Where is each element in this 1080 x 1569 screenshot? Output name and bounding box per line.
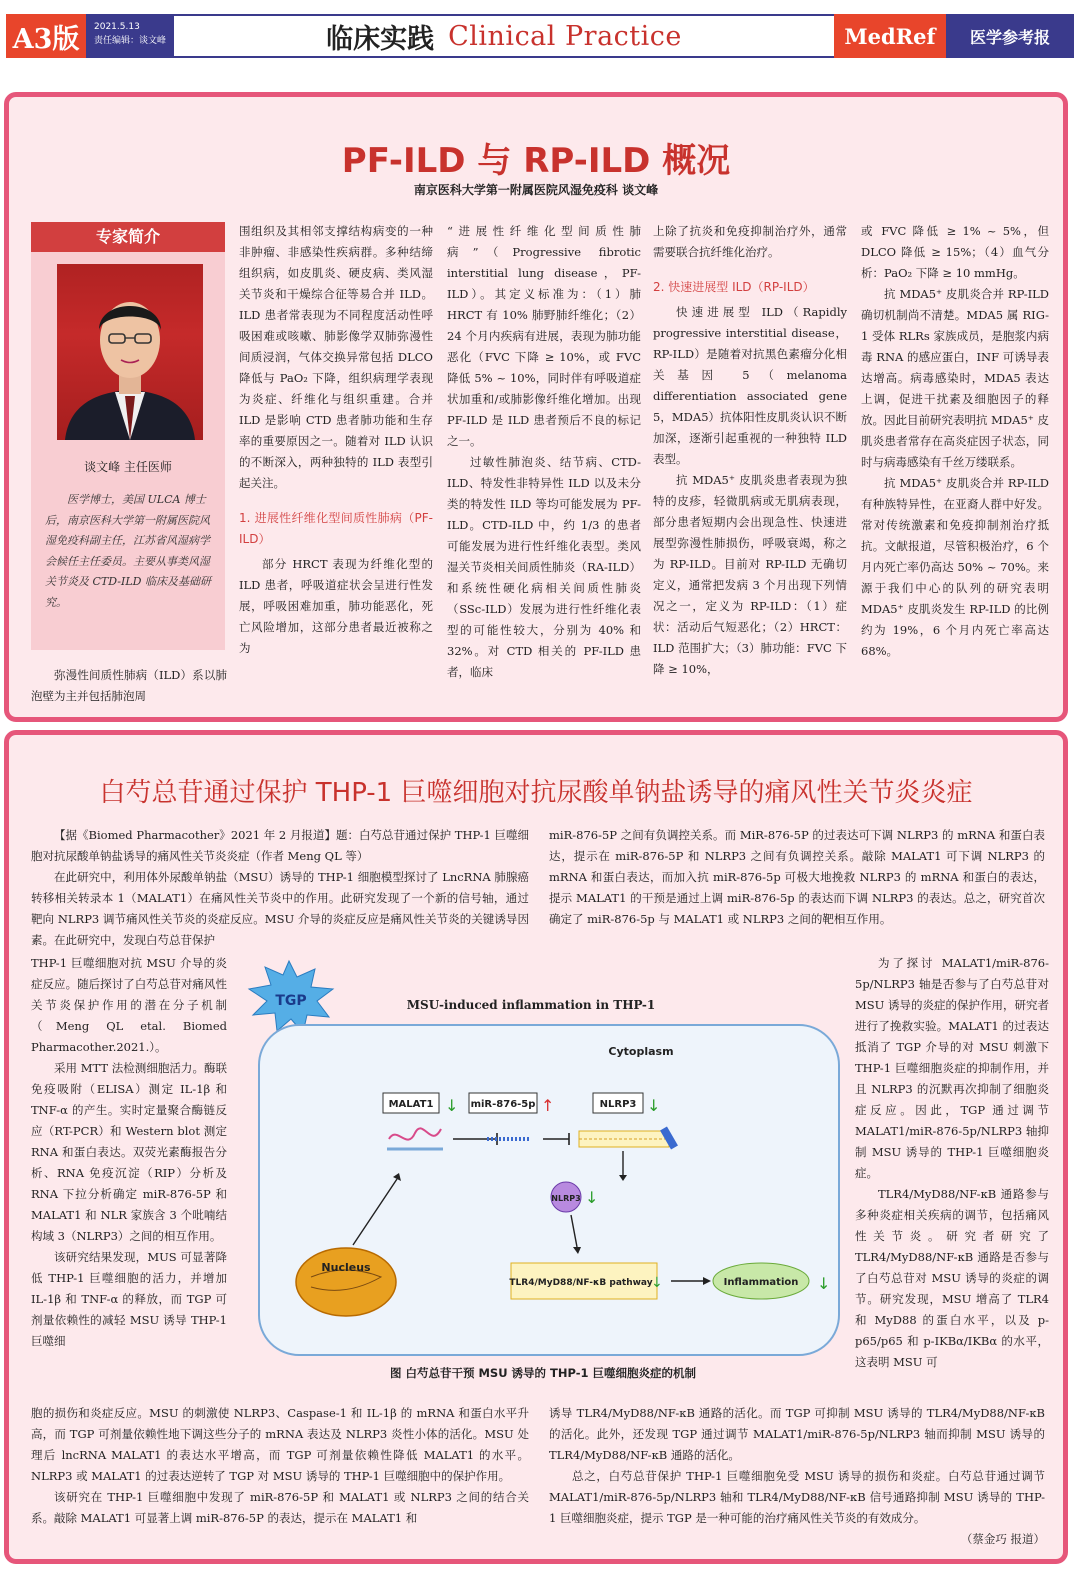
article-panel-tgp: [4, 730, 1068, 1564]
malat1-label: MALAT1: [388, 1099, 434, 1110]
paragraph: 抗 MDA5⁺ 皮肌炎合并 RP-ILD 有种族特异性，在亚裔人群中好发。常对传统激素和免疫抑制剂治疗抵抗。文献报道，尽管积极治疗，6 个月内死亡率仍高达 50% ~ 70%。来源于我们中心的队列的研究表明 MDA5⁺ 皮肌炎发生 RP-ILD 的比例约为 19%，6 个月内死亡率高达 68%。: [861, 476, 1049, 658]
paper-name: 医学参考报: [946, 14, 1074, 58]
expert-bio: 医学博士，美国 ULCA 博士后，南京医科大学第一附属医院风湿免疫科副主任，江苏省风湿病学会候任主任委员。主要从事类风湿关节炎及 CTD-ILD 临床及基础研究。: [45, 493, 211, 609]
section-heading-rp-ild: 2. 快速进展型 ILD（RP-ILD）: [653, 280, 815, 294]
bottom-left: [31, 1403, 529, 1553]
issue-meta: [86, 14, 174, 58]
down-arrow-icon: ↓: [651, 1275, 663, 1291]
editor-credit: 责任编辑：谈文峰: [94, 36, 167, 46]
paragraph: 部分 HRCT 表现为纤维化型的 ILD 患者，呼吸道症状会呈进行性发展，呼吸困难加重，肺功能恶化，死亡风险增加，这部分患者最近被称之为: [239, 557, 433, 655]
expert-photo: [57, 264, 203, 440]
masthead: [6, 14, 1074, 58]
mechanism-figure: [241, 957, 845, 1393]
paragraph: 该研究在 THP-1 巨噬细胞中发现了 miR-876-5P 和 MALAT1 或 NLRP3 之间的结合关系。敲除 MALAT1 可显著上调 miR-876-5P 的表达，提示在 MALAT1 和: [31, 1490, 529, 1525]
bottom-right: [549, 1403, 1045, 1553]
expert-name: 谈文峰 主任医师: [84, 460, 172, 474]
column-2: [239, 221, 433, 715]
paragraph: 为了探讨 MALAT1/miR-876-5p/NLRP3 轴是否参与了白芍总苷对 MSU 诱导的炎症的保护作用，研究者进行了挽救实验。MALAT1 的过表达抵消了 TGP 介导的对 MSU 刺激下 THP-1 巨噬细胞炎症的抑制作用，并且 NLRP3 的沉默再次抑制了细胞炎症反应。因此，TGP 通过调节 MALAT1/miR-876-5p/NLRP3 轴抑制 MSU 诱导的 THP-1 巨噬细胞炎症。: [855, 956, 1049, 1180]
brand-logo: MedRef: [834, 14, 946, 58]
mir-label: miR-876-5p: [470, 1099, 536, 1110]
down-arrow-icon: ↓: [445, 1096, 459, 1115]
mechanism-diagram: [241, 957, 845, 1357]
paragraph: 在此研究中，利用体外尿酸单钠盐（MSU）诱导的 THP-1 细胞模型探讨了 LncRNA 肺腺癌转移相关转录本 1（MALAT1）在痛风性关节炎中的作用。此研究发现了一个新的信号轴，通过靶向 NLRP3 调节痛风性关节炎的炎症反应。MSU 介导的炎症反应是痛风性关节炎的关键诱导因素。在此研究中，发现白芍总苷保护: [31, 870, 529, 947]
down-arrow-icon: ↓: [817, 1274, 831, 1293]
column-4: [653, 221, 847, 715]
pathway-label: TLR4/MyD88/NF-κB pathway: [509, 1278, 653, 1288]
section-title-cn: 临床实践: [326, 23, 435, 55]
figure-caption: 图 白芍总苷干预 MSU 诱导的 THP-1 巨噬细胞炎症的机制: [389, 1366, 697, 1380]
paragraph: 总之，白芍总苷保护 THP-1 巨噬细胞免受 MSU 诱导的损伤和炎症。白芍总苷通过调节 MALAT1/miR-876-5p/NLRP3 轴和 TLR4/MyD88/NF-κB 信号通路抑制 MSU 诱导的 THP-1 巨噬细胞炎症，提示 TGP 是一种可能的治疗痛风性关节炎的有效成分。: [549, 1469, 1045, 1525]
paragraph: 诱导 TLR4/MyD88/NF-κB 通路的活化。而 TGP 可抑制 MSU 诱导的 TLR4/MyD88/NF-κB 的活化。此外，还发现 TGP 通过调节 MALAT1/miR-876-5p/NLRP3 轴而抑制 MSU 诱导的 TLR4/MyD88/NF-κB 通路的活化。: [549, 1406, 1045, 1462]
nlrp3-protein-label: NLRP3: [551, 1194, 581, 1203]
column-5: [861, 221, 1049, 715]
up-arrow-icon: ↑: [541, 1096, 555, 1115]
tgp-label: TGP: [275, 993, 307, 1009]
paragraph: 围组织及其相邻支撑结构病变的一种非肿瘤、非感染性疾病群。多种结缔组织病，如皮肌炎、硬皮病、类风湿关节炎和干燥综合征等易合并 ILD。ILD 患者常表现为不同程度活动性呼吸困难或咳嗽、肺影像学双肺弥漫性间质浸润，气体交换异常包括 DLCO 降低与 PaO₂ 下降，组织病理学表现为炎症、纤维化与组织重建。合并 ILD 是影响 CTD 患者肺功能和生存率的重要原因之一。随着对 ILD 认识的不断深入，两种独特的 ILD 表型引起关注。: [239, 224, 433, 490]
down-arrow-icon: ↓: [585, 1188, 599, 1207]
paragraph: 【据《Biomed Pharmacother》2021 年 2 月报道】题：白芍总苷通过保护 THP-1 巨噬细胞对抗尿酸单钠盐诱导的痛风性关节炎炎症（作者 Meng QL 等）: [31, 828, 529, 863]
intro-left: [31, 825, 529, 953]
paragraph: miR-876-5P 之间有负调控关系。而 MiR-876-5P 的过表达可下调 NLRP3 的 mRNA 和蛋白表达，提示在 miR-876-5P 和 NLRP3 之间有负调控关系。敲除 MALAT1 可下调 NLRP3 的 mRNA 和蛋白表达，而加入抗 miR-876-5p 可极大地挽救 NLRP3 的 mRNA 和蛋白的表达，提示 MALAT1 的干预是通过上调 miR-876-5p 的表达而下调 NLRP3 的表达。总之，研究首次确定了 miR-876-5p 与 MALAT1 或 NLRP3 之间的靶相互作用。: [549, 828, 1045, 926]
paragraph: 上除了抗炎和免疫抑制治疗外，通常需要联合抗纤维化治疗。: [653, 224, 847, 259]
expert-header: 专家简介: [31, 222, 225, 252]
cytoplasm-label: Cytoplasm: [608, 1045, 674, 1058]
figure-title: MSU-induced inflammation in THP-1: [406, 998, 656, 1012]
nucleus: [296, 1248, 396, 1316]
paragraph: 采用 MTT 法检测细胞活力。酶联免疫吸附（ELISA）测定 IL-1β 和 TNF-α 的产生。实时定量聚合酶链反应（RT-PCR）和 Western blot 测定 RNA 和蛋白表达。双荧光素酶报告分析、RNA 免疫沉淀（RIP）分析及 RNA 下拉分析确定 miR-876-5P 和 MALAT1 和 NLR 家族含 3 个吡喃结构域 3（NLRP3）之间的相互作用。: [31, 1061, 227, 1243]
paragraph: “进展性纤维化型间质性肺病”（Progressive fibrotic interstitial lung disease，PF-ILD）。其定义标准为：（1）肺 HRCT 有 10% 肺野肺纤维化；（2）24 个月内疾病有进展，表现为肺功能恶化（FVC 下降 ≥ 10%，或 FVC 降低 5% ~ 10%，同时伴有呼吸道症状加重和/或肺影像纤维化增加。出现 PF-ILD 是 ILD 患者预后不良的标记之一。: [447, 224, 641, 448]
nlrp3-label: NLRP3: [599, 1099, 637, 1110]
paragraph: 胞的损伤和炎症反应。MSU 的刺激使 NLRP3、Caspase-1 和 IL-1β 的 mRNA 和蛋白水平升高，而 TGP 可剂量依赖性地下调这些分子的 mRNA 表达及 NLRP3 炎性小体的活化。MSU 处理后 lncRNA MALAT1 的表达水平增高，而 TGP 可剂量依赖性降低 MALAT1 的水平。NLRP3 或 MALAT1 的过表达逆转了 TGP 对 MSU 诱导的 THP-1 巨噬细胞中的保护作用。: [31, 1406, 529, 1483]
paragraph: TLR4/MyD88/NF-κB 通路参与多种炎症相关疾病的调节，包括痛风性关节炎。研究者研究了 TLR4/MyD88/NF-κB 通路是否参与了白芍总苷对 MSU 诱导的炎症的调节。研究发现，MSU 增高了 TLR4 和 MyD88 的蛋白水平，以及 p-p65/p65 和 p-IKBα/IKBα 的水平，这表明 MSU 可: [855, 1187, 1049, 1369]
left-column: [31, 953, 227, 1399]
paragraph: 抗 MDA5⁺ 皮肌炎患者表现为独特的皮疹，轻微肌病或无肌病表现，部分患者短期内会出现急性、快速进展型弥漫性肺损伤，呼吸衰竭，称之为 RP-ILD。目前对 RP-ILD 无确切定义，通常把发病 3 个月出现下列情况之一，定义为 RP-ILD：（1）症状：活动后气短恶化；（2）HRCT：ILD 范围扩大；（3）肺功能：FVC 下降 ≥ 10%，: [653, 473, 847, 676]
section-title-en: Clinical Practice: [448, 20, 682, 52]
article-title: PF-ILD 与 RP-ILD 概况: [341, 141, 731, 181]
paragraph: 该研究结果发现，MUS 可显著降低 THP-1 巨噬细胞的活力，并增加 IL-1β 和 TNF-α 的释放，而 TGP 可剂量依赖性的减轻 MSU 诱导 THP-1 巨噬细: [31, 1250, 227, 1348]
paragraph: 抗 MDA5⁺ 皮肌炎合并 RP-ILD 确切机制尚不清楚。MDA5 属 RIG-1 受体 RLRs 家族成员，是胞浆内病毒 RNA 的感应蛋白，INF 可诱导表达增高。病毒感染时，MDA5 表达上调，促进干扰素及细胞因子的释放。因此目前研究表明抗 MDA5⁺ 皮肌炎患者常存在高炎症因子状态，同时与病毒感染有千丝万缕联系。: [861, 287, 1049, 469]
right-column: [855, 953, 1049, 1399]
section-title: [174, 14, 834, 58]
nucleus-label: Nucleus: [321, 1261, 371, 1274]
issue-date: 2021.5.13: [94, 22, 140, 32]
paragraph: 快速进展型 ILD（Rapidly progressive interstitial disease，RP-ILD）是随着对抗黑色素瘤分化相关基因 5（melanoma differentiation associated gene 5，MDA5）抗体阳性皮肌炎认识不断加深，逐渐引起重视的一种独特 ILD 表型。: [653, 305, 847, 466]
article-byline: 南京医科大学第一附属医院风湿免疫科 谈文峰: [413, 183, 659, 197]
article-lead: [31, 665, 227, 709]
section-heading-pf-ild: 1. 进展性纤维化型间质性肺病（PF-ILD）: [239, 511, 433, 546]
article-title: 白芍总苷通过保护 THP-1 巨噬细胞对抗尿酸单钠盐诱导的痛风性关节炎炎症: [99, 778, 973, 808]
expert-box: [31, 222, 225, 650]
edition-label: A3版: [6, 14, 86, 58]
paragraph: 或 FVC 降低 ≥ 1% ~ 5%，但 DLCO 降低 ≥ 15%；（4）血气分析：PaO₂ 下降 ≥ 10 mmHg。: [861, 224, 1049, 280]
reporter-credit: （蔡金巧 报道）: [960, 1532, 1045, 1546]
intro-right: [549, 825, 1045, 953]
paragraph: 过敏性肺泡炎、结节病、CTD-ILD、特发性非特异性 ILD 以及未分类的特发性 ILD 等均可能发展为 PF-ILD。CTD-ILD 中，约 1/3 的患者可能发展为进行性纤维化表型。类风湿关节炎相关间质性肺炎（RA-ILD）和系统性硬化病相关间质性肺炎（SSc-ILD）发展为进行性纤维化表型的可能性较大，分别为 40% 和 32%。对 CTD 相关的 PF-ILD 患者，临床: [447, 455, 641, 679]
article-panel-ild: [4, 92, 1068, 722]
column-3: [447, 221, 641, 715]
inflammation-label: Inflammation: [723, 1277, 799, 1288]
down-arrow-icon: ↓: [647, 1096, 661, 1115]
paragraph: THP-1 巨噬细胞对抗 MSU 介导的炎症反应。随后探讨了白芍总苷对痛风性关节炎保护作用的潜在分子机制（Meng QL etal. Biomed Pharmacother.2021.）。: [31, 956, 227, 1054]
lead-paragraph: 弥漫性间质性肺病（ILD）系以肺泡壁为主并包括肺泡周: [31, 668, 227, 703]
